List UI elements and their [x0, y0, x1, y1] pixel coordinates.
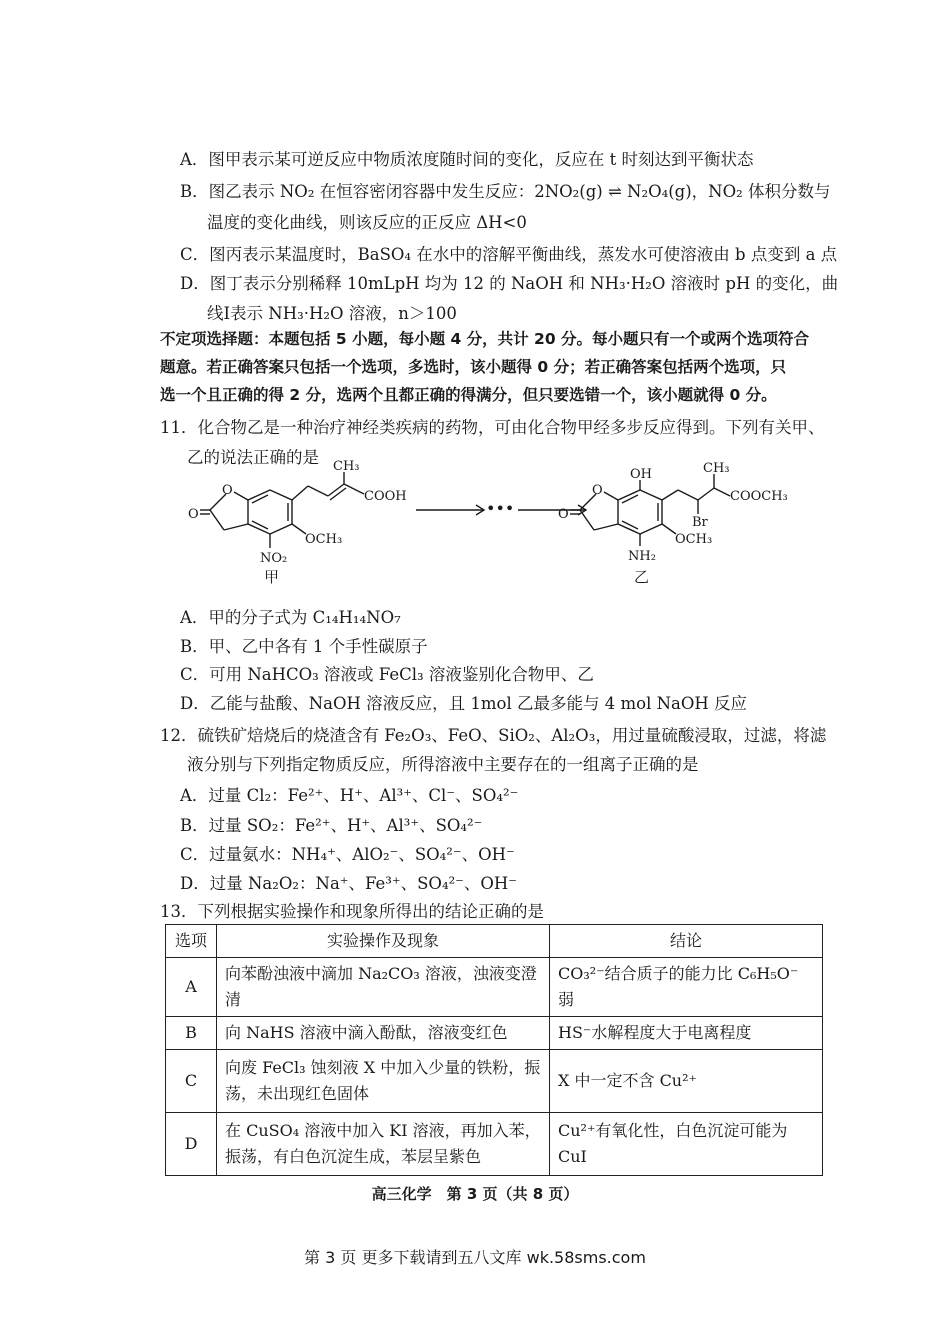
header-option: 选项	[166, 925, 217, 958]
q11-option-a: A．甲的分子式为 C₁₄H₁₄NO₇	[180, 608, 401, 627]
row-a-option: A	[166, 958, 217, 1017]
molecule-jia-bonds	[200, 472, 586, 548]
q11-option-d: D．乙能与盐酸、NaOH 溶液反应，且 1mol 乙最多能与 4 mol NaOH 反应	[180, 694, 748, 713]
q10-option-b-line1: B．图乙表示 NO₂ 在恒容密闭容器中发生反应：2NO₂(g) ⇌ N₂O₄(g)，NO₂ 体积分数与	[180, 182, 831, 201]
jia-nitro: NO₂	[260, 551, 288, 566]
jia-acid: COOH	[364, 489, 407, 504]
q10-option-d-line1: D．图丁表示分别稀释 10mLpH 均为 12 的 NaOH 和 NH₃·H₂O 溶液时 pH 的变化，曲	[180, 274, 839, 293]
section-intro-line2: 题意。若正确答案只包括一个选项，多选时，该小题得 0 分；若正确答案包括两个选项，只	[160, 358, 787, 376]
row-a-operation: 向苯酚浊液中滴加 Na₂CO₃ 溶液，浊液变澄清	[217, 958, 550, 1017]
jia-ring-o: O	[222, 483, 233, 498]
row-d-option: D	[166, 1113, 217, 1176]
q12-option-b: B．过量 SO₂：Fe²⁺、H⁺、Al³⁺、SO₄²⁻	[180, 816, 483, 835]
molecule-yi	[558, 461, 788, 586]
q11-stem-line1: 11．化合物乙是一种治疗神经类疾病的药物，可由化合物甲经多步反应得到。下列有关甲、	[160, 418, 825, 437]
table-row	[166, 958, 823, 1017]
q11-stem-line2: 乙的说法正确的是	[187, 448, 319, 467]
q11-option-b: B．甲、乙中各有 1 个手性碳原子	[180, 637, 428, 656]
row-c-conclusion: X 中一定不含 Cu²⁺	[550, 1050, 823, 1113]
q12-stem-line2: 液分别与下列指定物质反应，所得溶液中主要存在的一组离子正确的是	[187, 755, 699, 774]
row-b-operation: 向 NaHS 溶液中滴入酚酞，溶液变红色	[217, 1017, 550, 1050]
q11-option-c: C．可用 NaHCO₃ 溶液或 FeCl₃ 溶液鉴别化合物甲、乙	[180, 665, 594, 684]
q10-option-b-line2: 温度的变化曲线，则该反应的正反应 ΔH<0	[207, 213, 527, 232]
table-row	[166, 1050, 823, 1113]
jia-methyl: CH₃	[333, 459, 360, 474]
q13-table	[165, 924, 823, 1176]
q12-option-d: D．过量 Na₂O₂：Na⁺、Fe³⁺、SO₄²⁻、OH⁻	[180, 874, 518, 893]
q10-option-d-line2: 线Ⅰ表示 NH₃·H₂O 溶液，n＞100	[207, 304, 457, 323]
row-d-conclusion: Cu²⁺有氧化性，白色沉淀可能为 CuI	[550, 1113, 823, 1176]
q12-option-c: C．过量氨水：NH₄⁺、AlO₂⁻、SO₄²⁻、OH⁻	[180, 845, 515, 864]
yi-amino: NH₂	[628, 549, 656, 564]
yi-bromo: Br	[692, 515, 708, 530]
row-b-option: B	[166, 1017, 217, 1050]
section-intro-line3: 选一个且正确的得 2 分，选两个且都正确的得满分，但只要选错一个，该小题就得 0 分。	[160, 386, 777, 404]
q13-stem: 13．下列根据实验操作和现象所得出的结论正确的是	[160, 902, 544, 921]
header-conclusion: 结论	[550, 925, 823, 958]
row-d-operation: 在 CuSO₄ 溶液中加入 KI 溶液，再加入苯，振荡，有白色沉淀生成，苯层呈紫色	[217, 1113, 550, 1176]
table-row	[166, 1017, 823, 1050]
section-intro-line1: 不定项选择题：本题包括 5 小题，每小题 4 分，共计 20 分。每小题只有一个或两个选项符合	[160, 330, 810, 348]
yi-methyl: CH₃	[703, 461, 730, 476]
row-c-option: C	[166, 1050, 217, 1113]
reaction-scheme	[188, 459, 828, 590]
table-row	[166, 1113, 823, 1176]
header-operation: 实验操作及现象	[217, 925, 550, 958]
jia-methoxy: OCH₃	[305, 532, 343, 547]
row-c-operation: 向废 FeCl₃ 蚀刻液 X 中加入少量的铁粉，振荡，未出现红色固体	[217, 1050, 550, 1113]
q12-stem-line1: 12．硫铁矿焙烧后的烧渣含有 Fe₂O₃、FeO、SiO₂、Al₂O₃，用过量硫酸浸取，过滤，将滤	[160, 726, 827, 745]
arrow-dots: •••	[486, 499, 515, 518]
page-footer: 高三化学 第 3 页（共 8 页）	[371, 1185, 579, 1203]
q12-option-a: A．过量 Cl₂：Fe²⁺、H⁺、Al³⁺、Cl⁻、SO₄²⁻	[180, 786, 519, 805]
yi-methoxy: OCH₃	[675, 532, 713, 547]
download-watermark: 第 3 页 更多下载请到五八文库 wk.58sms.com	[304, 1248, 646, 1267]
table-header-row	[166, 925, 823, 958]
jia-carbonyl-o: O	[188, 507, 199, 522]
jia-label: 甲	[264, 568, 280, 586]
yi-carbonyl-o: O	[558, 507, 569, 522]
q10-option-c: C．图丙表示某温度时，BaSO₄ 在水中的溶解平衡曲线，蒸发水可使溶液由 b 点变到 a 点	[180, 245, 838, 264]
yi-ring-o: O	[592, 483, 603, 498]
yi-ester: COOCH₃	[730, 489, 788, 504]
row-a-conclusion: CO₃²⁻结合质子的能力比 C₆H₅O⁻弱	[550, 958, 823, 1017]
yi-hydroxy: OH	[630, 467, 652, 482]
q10-option-a: A．图甲表示某可逆反应中物质浓度随时间的变化，反应在 t 时刻达到平衡状态	[180, 150, 754, 169]
yi-label: 乙	[634, 568, 650, 586]
row-b-conclusion: HS⁻水解程度大于电离程度	[550, 1017, 823, 1050]
